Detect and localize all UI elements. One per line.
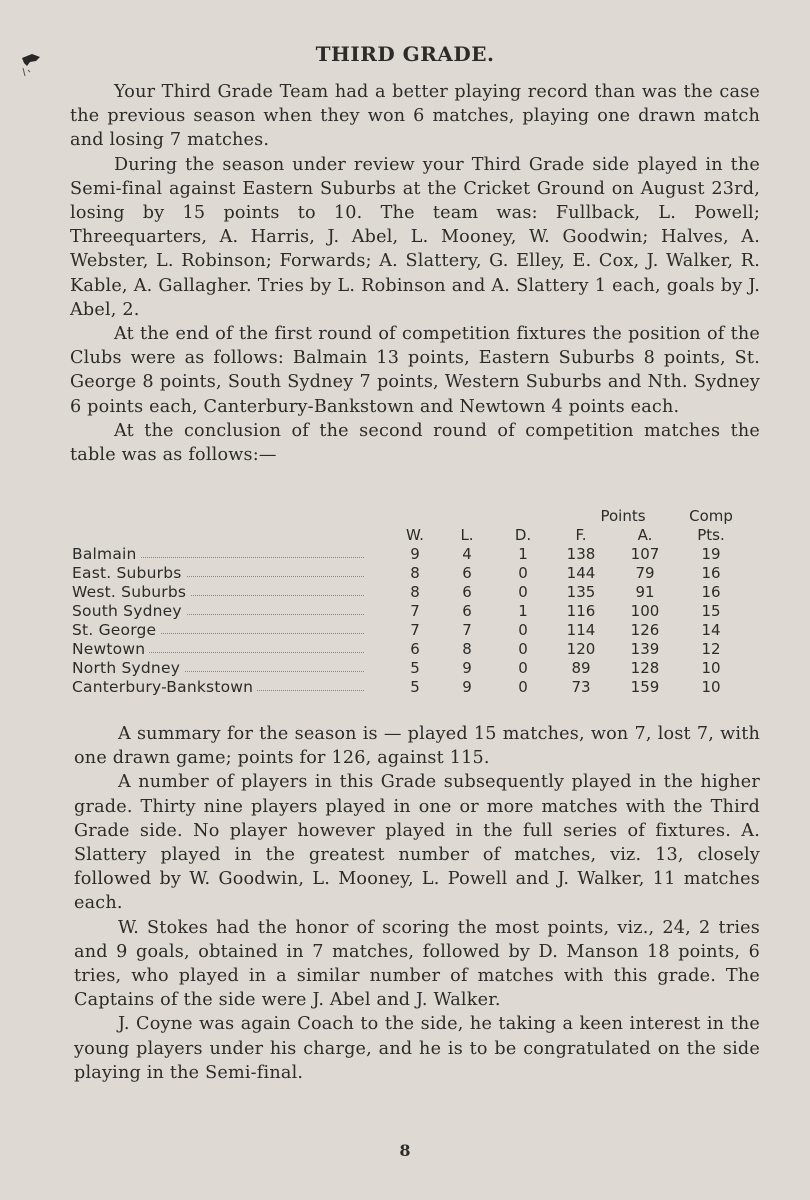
cell-against: 107 [630, 545, 660, 563]
cell-lost: 6 [462, 583, 472, 601]
col-header-lost: L. [460, 526, 474, 544]
cell-for: 89 [571, 659, 591, 677]
cell-for: 135 [566, 583, 596, 601]
summary-text [74, 722, 760, 1085]
cell-won: 5 [410, 678, 420, 696]
cell-for: 120 [566, 640, 596, 658]
page-number: 8 [399, 1141, 411, 1160]
comp-group-label: Comp [689, 507, 733, 525]
cell-won: 8 [410, 583, 420, 601]
cell-points: 10 [701, 659, 721, 677]
cell-lost: 6 [462, 602, 472, 620]
paragraph: During the season under review your Third Grade side played in the Semi-final against Eastern Suburbs at the Cricket Ground on August 23rd, losing by 15 points to 10. The team was: Fullback, L. Powell; Threequarters, A. Harris, J. Abel, L. Mooney, W. Goodwin; Halves, A. Webster, L. Robinson; Forwards; A. Slattery, G. Elley, E. Cox, J. Walker, R. Kable, A. Gallagher. Tries by L. Robinson and A. Slattery 1 each, goals by J. Abel, 2. [70, 154, 760, 320]
cell-drawn: 0 [518, 564, 528, 582]
cell-points: 19 [701, 545, 721, 563]
table-row [72, 659, 762, 678]
paragraph: J. Coyne was again Coach to the side, he taking a keen interest in the young players under his charge, and he is to be congratulated on the side playing in the Semi-final. [74, 1014, 760, 1083]
col-header-for: F. [575, 526, 587, 544]
table-body [72, 545, 762, 697]
cell-won: 6 [410, 640, 420, 658]
cell-against: 126 [630, 621, 660, 639]
table-row [72, 640, 762, 659]
col-header-drawn: D. [514, 526, 532, 544]
club-name: Newtown [72, 640, 149, 659]
paragraph: At the conclusion of the second round of competition matches the table was as follows:— [70, 420, 760, 466]
cell-lost: 4 [462, 545, 472, 563]
competition-table [72, 507, 762, 697]
cell-for: 114 [566, 621, 596, 639]
table-row [72, 564, 762, 583]
club-name: East. Suburbs [72, 564, 186, 583]
intro-text [70, 80, 760, 467]
cell-drawn: 0 [518, 640, 528, 658]
cell-points: 14 [701, 621, 721, 639]
club-name: St. George [72, 621, 160, 640]
cell-for: 144 [566, 564, 596, 582]
cell-points: 16 [701, 564, 721, 582]
club-name: West. Suburbs [72, 583, 190, 602]
cell-won: 8 [410, 564, 420, 582]
points-group-label: Points [600, 507, 646, 525]
cell-against: 91 [635, 583, 655, 601]
cell-lost: 7 [462, 621, 472, 639]
paragraph: W. Stokes had the honor of scoring the most points, viz., 24, 2 tries and 9 goals, obtained in 7 matches, followed by D. Manson 18 points, 6 tries, who played in a similar number of matches with this grade. The Captains of the side were J. Abel and J. Walker. [74, 917, 760, 1011]
col-header-points: Pts. [697, 526, 725, 544]
cell-for: 116 [566, 602, 596, 620]
cell-won: 5 [410, 659, 420, 677]
cell-for: 73 [571, 678, 591, 696]
cell-drawn: 0 [518, 678, 528, 696]
table-row [72, 678, 762, 697]
cell-drawn: 0 [518, 659, 528, 677]
paragraph: At the end of the first round of competition fixtures the position of the Clubs were as follows: Balmain 13 points, Eastern Suburbs 8 points, St. George 8 points, South Sydney 7 points, Western Suburbs and Nth. Sydney 6 points each, Canterbury-Bankstown and Newtown 4 points each. [70, 324, 760, 417]
cell-against: 79 [635, 564, 655, 582]
club-name: Canterbury-Bankstown [72, 678, 257, 697]
cell-drawn: 0 [518, 583, 528, 601]
cell-lost: 9 [462, 678, 472, 696]
cell-against: 139 [630, 640, 660, 658]
col-header-against: A. [637, 526, 653, 544]
cell-lost: 8 [462, 640, 472, 658]
paragraph: A number of players in this Grade subsequently played in the higher grade. Thirty nine players played in one or more matches with the Third Grade side. No player however played in the full series of fixtures. A. Slattery played in the greatest number of matches, viz. 13, closely followed by W. Goodwin, L. Mooney, L. Powell and J. Walker, 11 matches each. [74, 772, 760, 914]
cell-won: 7 [410, 602, 420, 620]
cell-drawn: 1 [518, 602, 528, 620]
paragraph: A summary for the season is — played 15 matches, won 7, lost 7, with one drawn game; points for 126, against 115. [74, 724, 760, 769]
cell-against: 128 [630, 659, 660, 677]
cell-drawn: 0 [518, 621, 528, 639]
cell-for: 138 [566, 545, 596, 563]
table-group-header [72, 507, 762, 526]
club-name: South Sydney [72, 602, 186, 621]
paragraph: Your Third Grade Team had a better playing record than was the case the previous season when they won 6 matches, playing one drawn match and losing 7 matches. [70, 82, 760, 151]
table-row [72, 545, 762, 564]
table-row [72, 602, 762, 621]
cell-points: 16 [701, 583, 721, 601]
col-header-won: W. [406, 526, 424, 544]
table-header [72, 526, 762, 545]
club-name: Balmain [72, 545, 141, 564]
cell-drawn: 1 [518, 545, 528, 563]
cell-against: 159 [630, 678, 660, 696]
cell-points: 10 [701, 678, 721, 696]
cell-points: 12 [701, 640, 721, 658]
cell-against: 100 [630, 602, 660, 620]
cell-lost: 9 [462, 659, 472, 677]
cell-won: 9 [410, 545, 420, 563]
table-row [72, 583, 762, 602]
club-name: North Sydney [72, 659, 184, 678]
cell-points: 15 [701, 602, 721, 620]
cell-won: 7 [410, 621, 420, 639]
table-row [72, 621, 762, 640]
cell-lost: 6 [462, 564, 472, 582]
section-heading: THIRD GRADE. [315, 42, 495, 66]
